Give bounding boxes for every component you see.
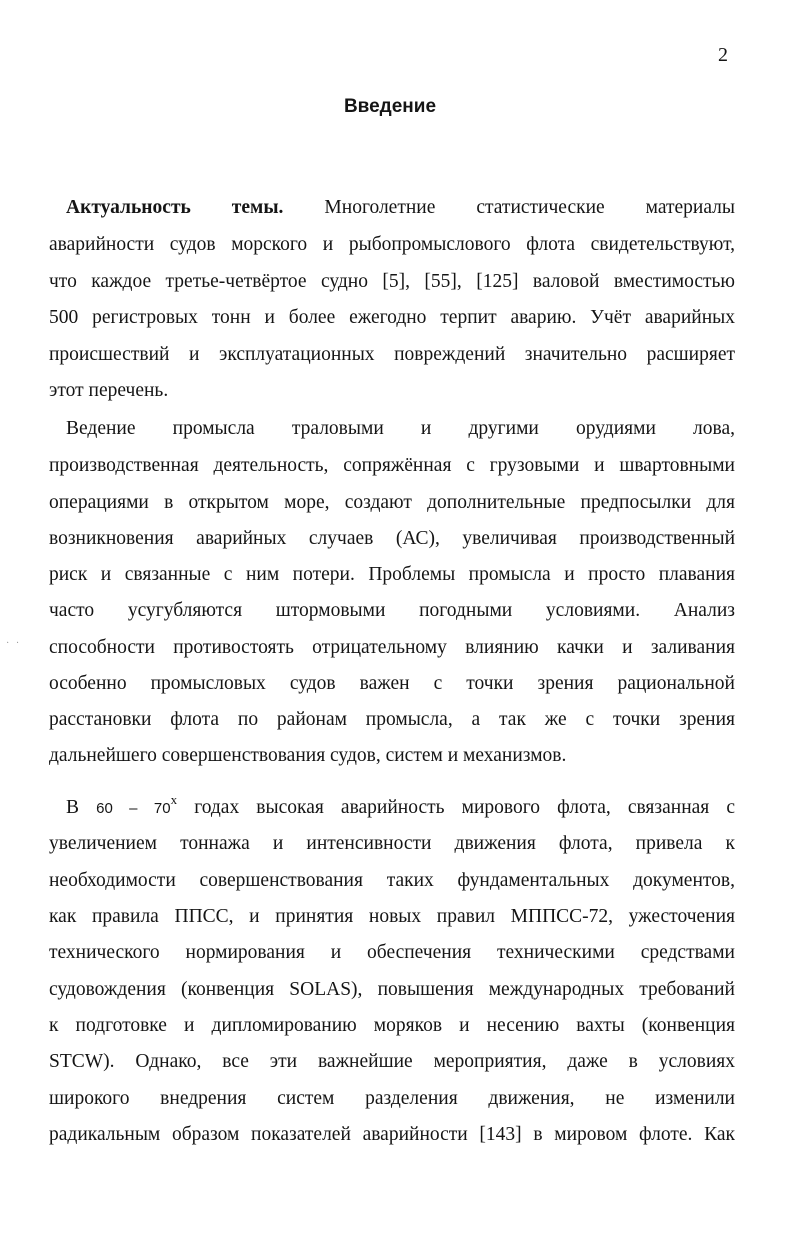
text-line: что каждое третье-четвёртое судно [5], [55], [125] валовой вместимостью xyxy=(49,271,735,292)
text-line xyxy=(66,196,735,220)
text-line: производственная деятельность, сопряжённая с грузовыми и швартовными xyxy=(49,455,735,476)
text-span: Многолетние статистические материалы xyxy=(324,197,736,218)
text-line: особенно промысловых судов важен с точки зрения рациональной xyxy=(49,673,735,694)
text-line: к подготовке и дипломированию моряков и несению вахты (конвенция xyxy=(49,1015,735,1036)
text-line: расстановки флота по районам промысла, а так же с точки зрения xyxy=(49,709,735,730)
decade-value: 60 – 70 xyxy=(96,800,171,817)
topic-label: Актуальность темы. xyxy=(66,197,284,218)
text-line: необходимости совершенствования таких фундаментальных документов, xyxy=(49,870,735,891)
text-line: STCW). Однако, все эти важнейшие мероприятия, даже в условиях xyxy=(49,1051,735,1072)
text-line: риск и связанные с ним потери. Проблемы промысла и просто плавания xyxy=(49,564,735,585)
text-line: радикальным образом показателей аварийности [143] в мировом флоте. Как xyxy=(49,1124,735,1145)
text-span: В xyxy=(66,797,80,818)
decade-suffix: х xyxy=(170,792,178,807)
decade-label xyxy=(96,792,178,818)
text-line: как правила ППСС, и принятия новых правил МППСС-72, ужесточения xyxy=(49,906,735,927)
text-line: часто усугубляются штормовыми погодными условиями. Анализ xyxy=(49,600,735,621)
text-line: дальнейшего совершенствования судов, систем и механизмов. xyxy=(49,745,567,766)
text-line: операциями в открытом море, создают дополнительные предпосылки для xyxy=(49,492,735,513)
page-number: 2 xyxy=(718,44,728,66)
text-line: увеличением тоннажа и интенсивности движения флота, привела к xyxy=(49,833,735,854)
text-line: судовождения (конвенция SOLAS), повышения международных требований xyxy=(49,979,735,1000)
section-heading: Введение xyxy=(343,96,437,117)
text-span: годах высокая аварийность мирового флота, связанная с xyxy=(194,797,736,818)
text-line xyxy=(66,788,735,821)
text-line: этот перечень. xyxy=(49,380,169,401)
text-line: 500 регистровых тонн и более ежегодно терпит аварию. Учёт аварийных xyxy=(49,307,735,328)
text-line: способности противостоять отрицательному влиянию качки и заливания xyxy=(49,637,735,658)
text-line: возникновения аварийных случаев (АС), увеличивая производственный xyxy=(49,528,735,549)
text-line: аварийности судов морского и рыбопромыслового флота свидетельствуют, xyxy=(49,234,735,255)
text-line: широкого внедрения систем разделения движения, не изменили xyxy=(49,1088,735,1109)
scan-margin-mark: · · xyxy=(6,638,22,649)
text-line: происшествий и эксплуатационных повреждений значительно расширяет xyxy=(49,344,735,365)
text-line: Ведение промысла траловыми и другими орудиями лова, xyxy=(66,418,735,439)
text-line: технического нормирования и обеспечения техническими средствами xyxy=(49,942,735,963)
